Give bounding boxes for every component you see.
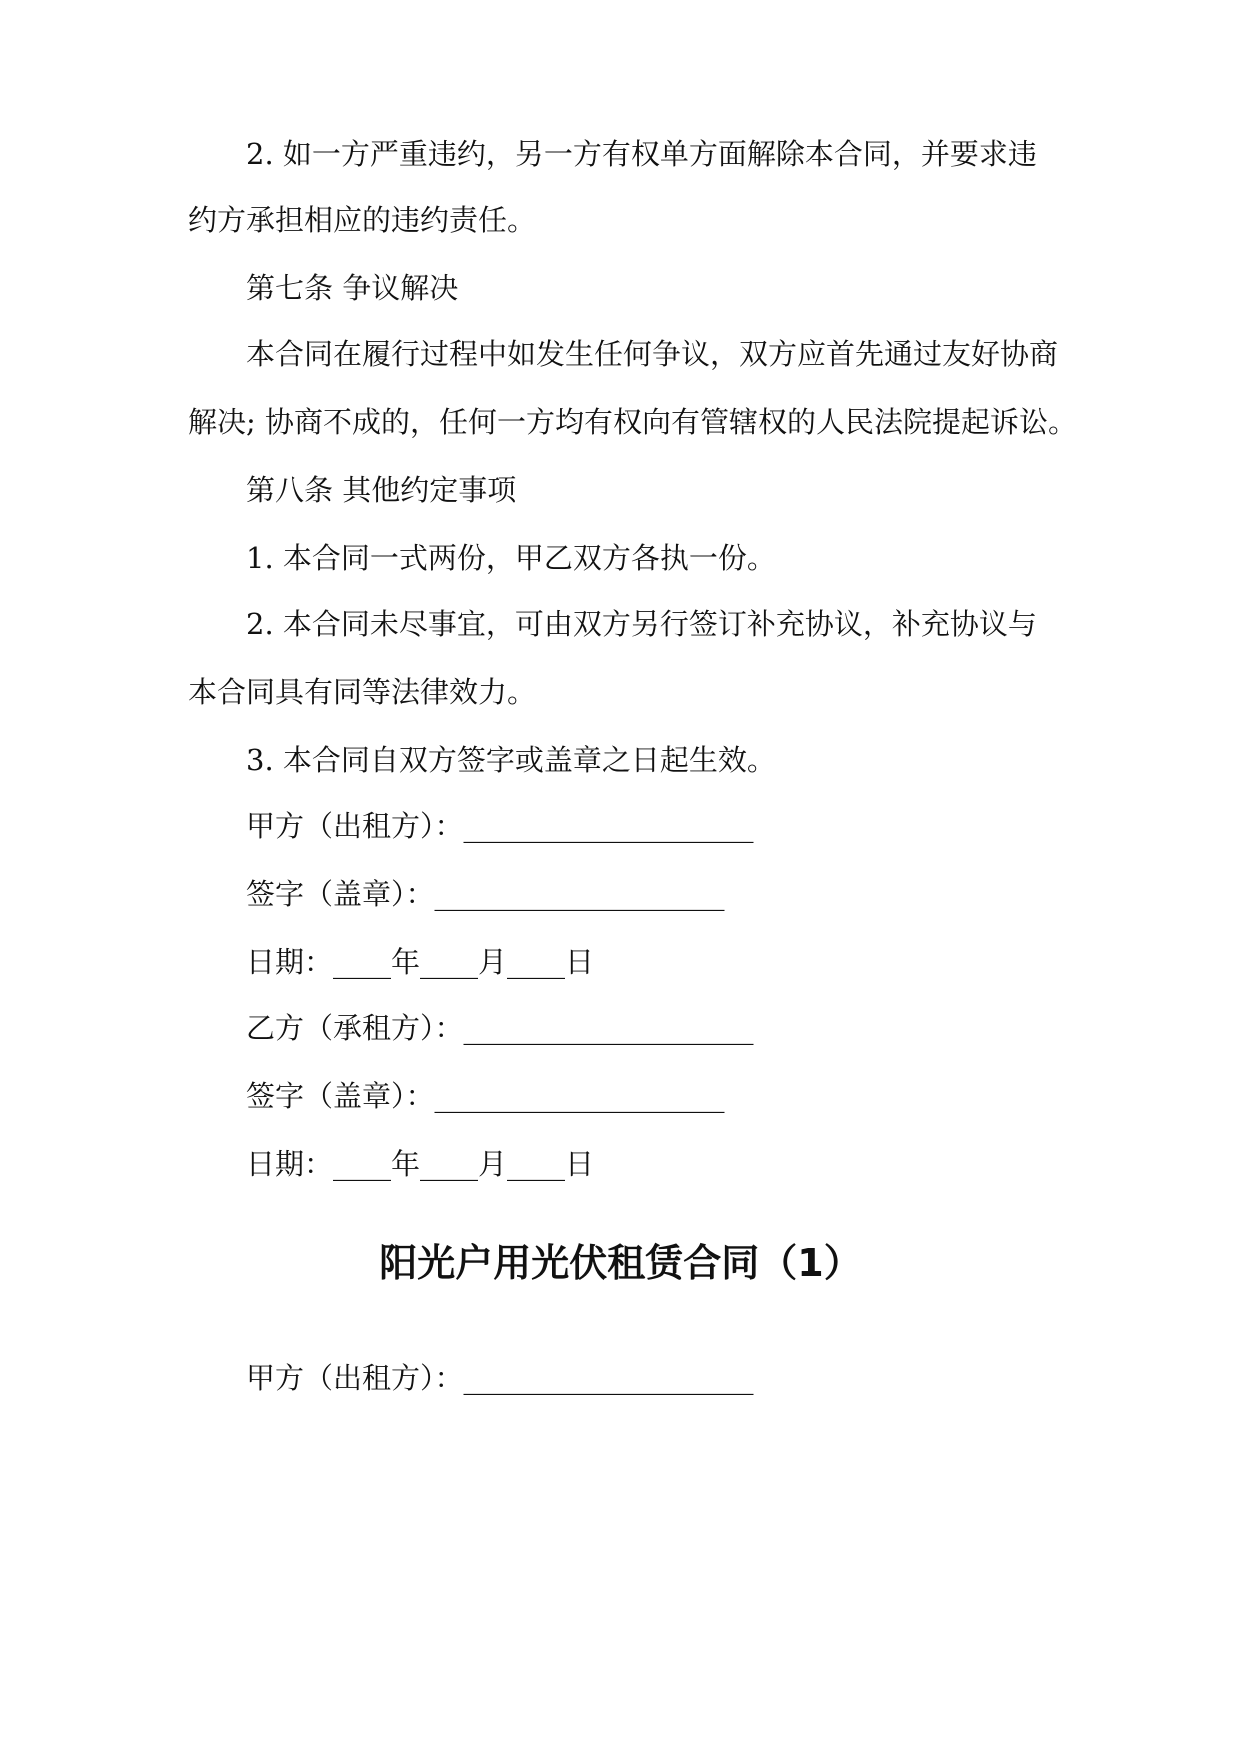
party-a-line: 甲方（出租方）：____________________ [246, 809, 754, 843]
article-8-item-1: 1. 本合同一式两份，甲乙双方各执一份。 [246, 541, 776, 575]
article-8-heading: 第八条 其他约定事项 [246, 473, 517, 507]
party-b-signature-line: 签字（盖章）：____________________ [246, 1079, 725, 1113]
party-b-line: 乙方（承租方）：____________________ [246, 1011, 754, 1045]
party-a-date-line: 日期：____年____月____日 [246, 945, 595, 979]
next-party-a-line: 甲方（出租方）：____________________ [246, 1361, 754, 1395]
party-b-date-line: 日期：____年____月____日 [246, 1147, 595, 1181]
party-a-signature-line: 签字（盖章）：____________________ [246, 877, 725, 911]
clause-6-item-2: 2. 如一方严重违约，另一方有权单方面解除本合同，并要求违 [246, 137, 1037, 171]
article-8-item-3: 3. 本合同自双方签字或盖章之日起生效。 [246, 743, 776, 777]
clause-6-item-2-cont: 约方承担相应的违约责任。 [188, 203, 537, 237]
next-contract-title: 阳光户用光伏租赁合同（1） [379, 1241, 862, 1285]
article-7-text-cont: 解决; 协商不成的，任何一方均有权向有管辖权的人民法院提起诉讼。 [188, 405, 1077, 439]
article-7-heading: 第七条 争议解决 [246, 271, 459, 305]
article-8-item-2-cont: 本合同具有同等法律效力。 [188, 675, 537, 709]
article-7-text: 本合同在履行过程中如发生任何争议，双方应首先通过友好协商 [246, 337, 1059, 371]
article-8-item-2: 2. 本合同未尽事宜，可由双方另行签订补充协议，补充协议与 [246, 607, 1037, 641]
